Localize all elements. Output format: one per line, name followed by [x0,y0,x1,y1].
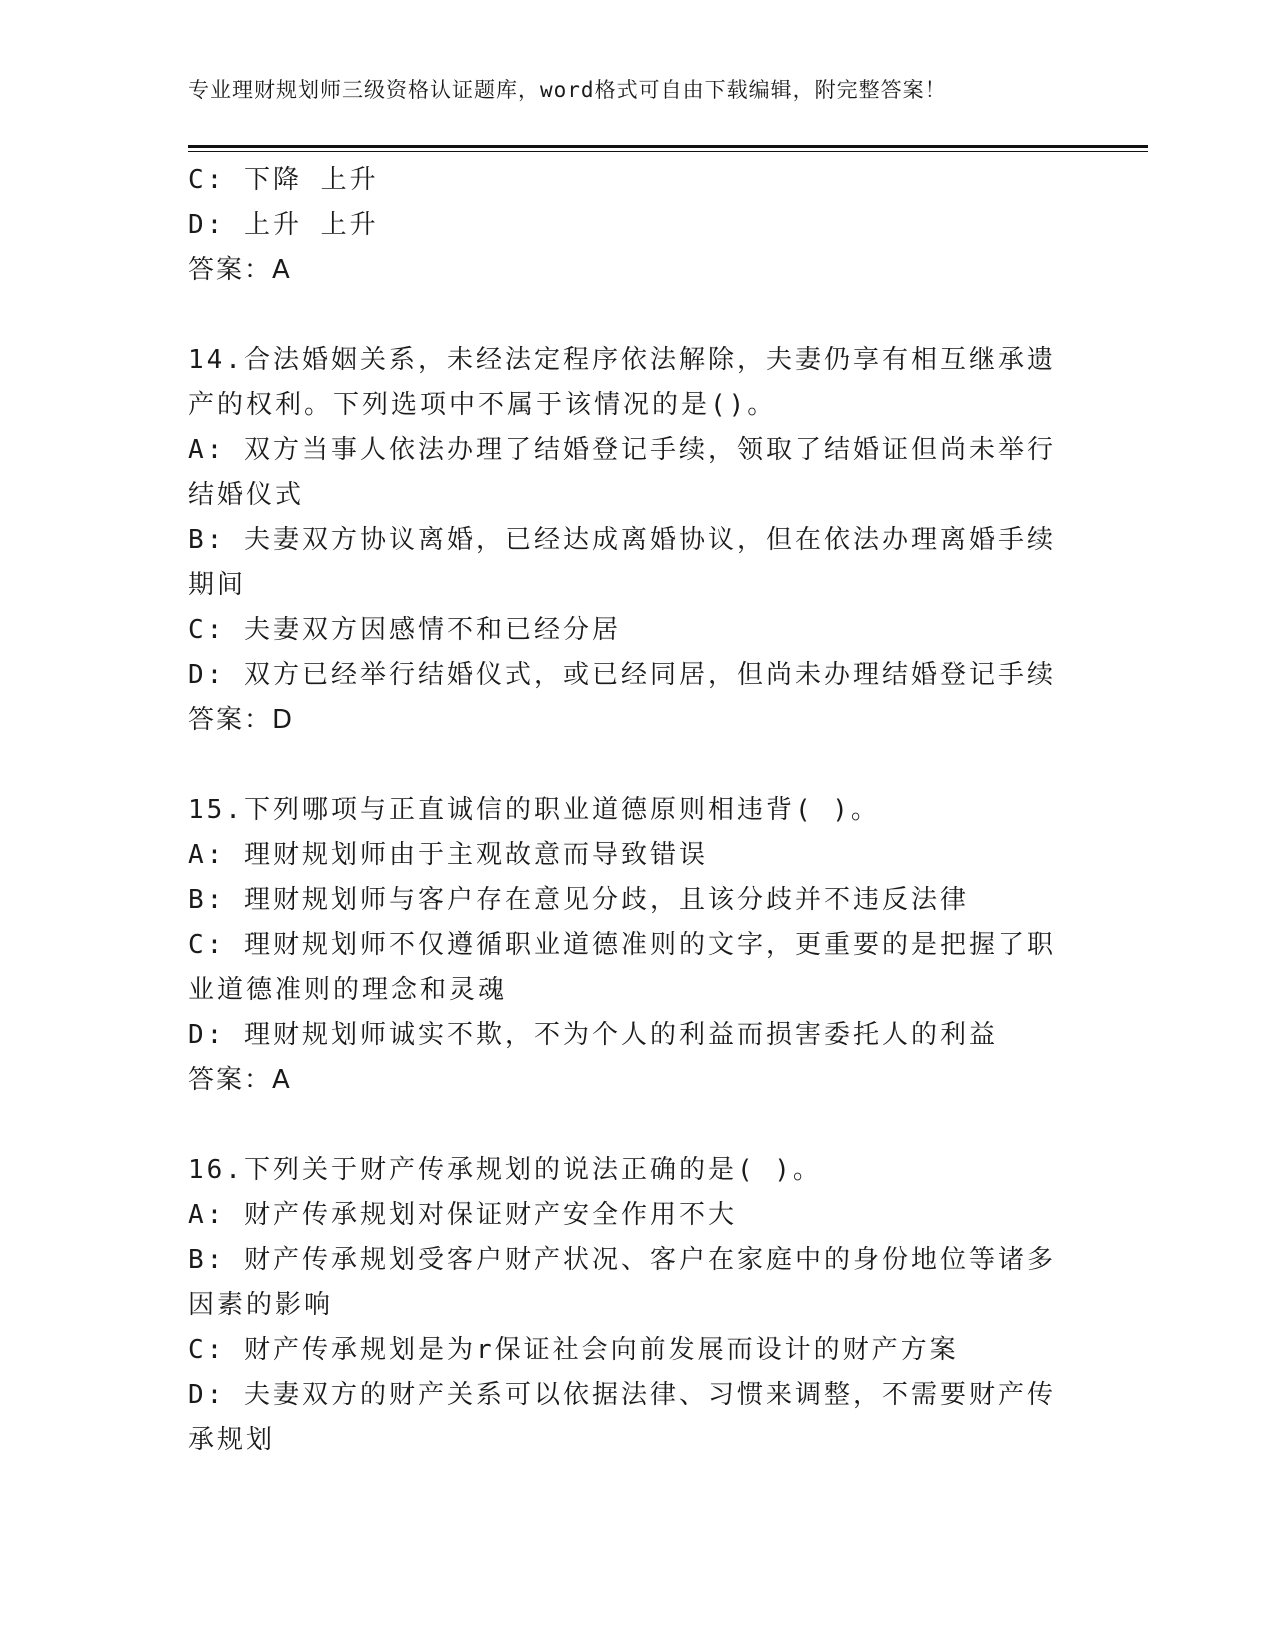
q16-stem: 16.下列关于财产传承规划的说法正确的是( )。 [188,1155,822,1185]
q15-option-a: A: 理财规划师由于主观故意而导致错误 [188,840,708,870]
q16-option-c: C: 财产传承规划是为r保证社会向前发展而设计的财产方案 [188,1335,959,1365]
q14-answer: 答案：D [188,705,295,735]
prev-option-d: D: 上升 上升 [188,210,379,240]
question-15-block [188,788,1088,1103]
q14-option-a: A: 双方当事人依法办理了结婚登记手续，领取了结婚证但尚未举行结婚仪式 [188,435,1056,510]
q15-option-d: D: 理财规划师诚实不欺，不为个人的利益而损害委托人的利益 [188,1020,998,1050]
spacer [188,1103,1088,1148]
prev-question-block [188,158,1088,293]
spacer [188,293,1088,338]
prev-option-c: C: 下降 上升 [188,165,379,195]
q14-option-b: B: 夫妻双方协议离婚，已经达成离婚协议，但在依法办理离婚手续期间 [188,525,1056,600]
q14-stem: 14.合法婚姻关系，未经法定程序依法解除，夫妻仍享有相互继承遗产的权利。下列选项中不属于该情况的是()。 [188,345,1056,420]
q15-option-c: C: 理财规划师不仅遵循职业道德准则的文字，更重要的是把握了职业道德准则的理念和灵魂 [188,930,1056,1005]
page-header: 专业理财规划师三级资格认证题库，word格式可自由下载编辑，附完整答案！ [188,78,947,102]
q15-option-b: B: 理财规划师与客户存在意见分歧，且该分歧并不违反法律 [188,885,969,915]
q14-option-d: D: 双方已经举行结婚仪式，或已经同居，但尚未办理结婚登记手续 [188,660,1056,690]
q15-answer: 答案：A [188,1065,292,1095]
question-14-block [188,338,1088,743]
q14-option-c: C: 夫妻双方因感情不和已经分居 [188,615,621,645]
header-rule-thin [188,151,1148,152]
q16-option-d: D: 夫妻双方的财产关系可以依据法律、习惯来调整，不需要财产传承规划 [188,1380,1056,1455]
question-content [188,158,1088,1463]
q16-option-b: B: 财产传承规划受客户财产状况、客户在家庭中的身份地位等诸多因素的影响 [188,1245,1056,1320]
q15-stem: 15.下列哪项与正直诚信的职业道德原则相违背( )。 [188,795,880,825]
q16-option-a: A: 财产传承规划对保证财产安全作用不大 [188,1200,737,1230]
header-rule-thick [188,145,1148,148]
prev-answer: 答案：A [188,255,292,285]
question-16-block [188,1148,1088,1463]
spacer [188,743,1088,788]
